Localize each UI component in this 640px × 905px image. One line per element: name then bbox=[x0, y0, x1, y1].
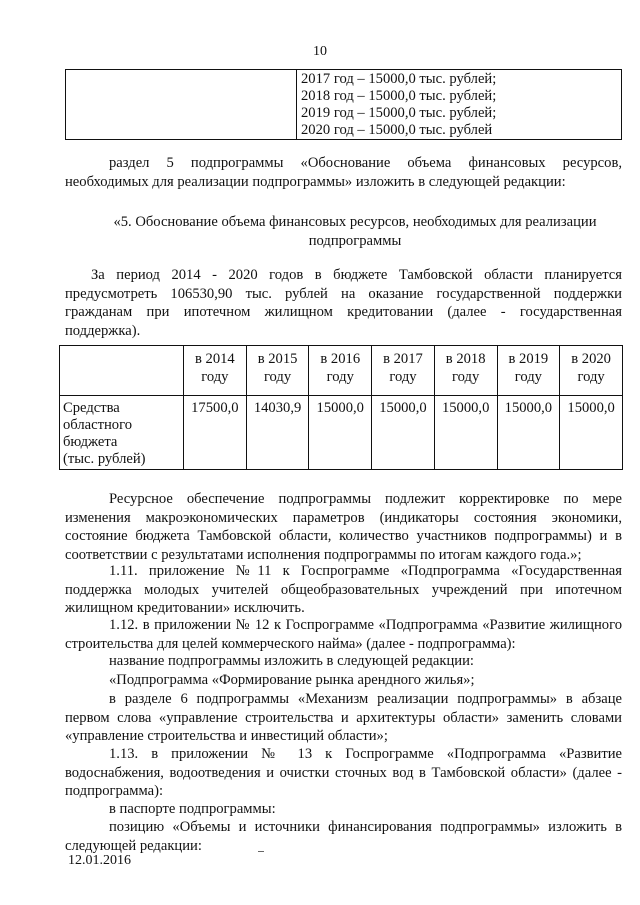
budget-table bbox=[59, 345, 623, 470]
value-cell: 15000,0 bbox=[560, 396, 623, 470]
table-row bbox=[60, 396, 623, 470]
paragraph-1-11: 1.11. приложение №11 к Госпрограмме «Подпрограмма «Государственная поддержка молодых учителей общеобразовательных учреждений при ипотечном жилищном кредитовании» исключить. bbox=[65, 563, 622, 616]
continuation-table bbox=[65, 69, 622, 140]
funding-line-2019: 2019 год – 15000,0 тыс. рублей; bbox=[301, 105, 497, 121]
value-cell: 15000,0 bbox=[372, 396, 435, 470]
year-header-cell: в 2018 году bbox=[434, 346, 497, 396]
value-cell: 15000,0 bbox=[497, 396, 560, 470]
paragraph-rental: «Подпрограмма «Формирование рынка арендного жилья»; bbox=[109, 672, 475, 688]
value-cell: 15000,0 bbox=[434, 396, 497, 470]
paragraph-1-12: 1.12. в приложении № 12 к Госпрограмме «Подпрограмма «Развитие жилищного строительства для целей коммерческого найма» (далее - подпрограмма): bbox=[65, 617, 622, 652]
row-label-cell: Средства областного бюджета (тыс. рублей) bbox=[60, 396, 184, 470]
budget-table-corner-cell bbox=[60, 346, 184, 396]
paragraph-section6: в разделе 6 подпрограммы «Механизм реализации подпрограммы» в абзаце первом слова «управление строительства и архитектуры области» заменить словами «управление строительства и инвестиций области»; bbox=[65, 691, 622, 744]
value-cell: 15000,0 bbox=[309, 396, 372, 470]
year-header-cell: в 2019 году bbox=[497, 346, 560, 396]
value-cell: 14030,9 bbox=[246, 396, 309, 470]
paragraph-name: название подпрограммы изложить в следующей редакции: bbox=[109, 653, 474, 669]
section5-heading: «5. Обоснование объема финансовых ресурсов, необходимых для реализации подпрограммы bbox=[113, 214, 597, 249]
page-number: 10 bbox=[313, 44, 327, 59]
year-header-cell: в 2015 году bbox=[246, 346, 309, 396]
paragraph-resource: Ресурсное обеспечение подпрограммы подлежит корректировке по мере изменения макроэкономических параметров (индикаторы состояния экономики, состояние бюджета Тамбовской области, количество участников подпрограммы) и в соответствии с результатами исполнения подпрограммы по итогам каждого года.»; bbox=[65, 491, 622, 563]
year-header-cell: в 2014 году bbox=[184, 346, 247, 396]
continuation-table-right-cell bbox=[297, 70, 622, 140]
year-header-cell: в 2017 году bbox=[372, 346, 435, 396]
year-header-cell: в 2020 году bbox=[560, 346, 623, 396]
funding-line-2018: 2018 год – 15000,0 тыс. рублей; bbox=[301, 88, 497, 104]
funding-line-2020: 2020 год – 15000,0 тыс. рублей bbox=[301, 122, 493, 138]
paragraph-section5: раздел 5 подпрограммы «Обоснование объема финансовых ресурсов, необходимых для реализации подпрограммы» изложить в следующей редакции: bbox=[65, 155, 622, 190]
footer-date: 12.01.2016 bbox=[68, 853, 131, 868]
paragraph-position: позицию «Объемы и источники финансирования подпрограммы» изложить в следующей редакции: bbox=[65, 819, 622, 854]
scan-mark bbox=[258, 851, 264, 852]
paragraph-passport: в паспорте подпрограммы: bbox=[109, 801, 276, 817]
year-header-cell: в 2016 году bbox=[309, 346, 372, 396]
funding-line-2017: 2017 год – 15000,0 тыс. рублей; bbox=[301, 71, 497, 87]
value-cell: 17500,0 bbox=[184, 396, 247, 470]
continuation-table-left-cell bbox=[66, 70, 297, 140]
paragraph-period: За период 2014 - 2020 годов в бюджете Тамбовской области планируется предусмотреть 106530,90 тыс. рублей на оказание государственной поддержки гражданам при ипотечном жилищном кредитовании (далее - государственная поддержка). bbox=[65, 267, 622, 339]
paragraph-1-13: 1.13. в приложении № 13 к Госпрограмме «Подпрограмма «Развитие водоснабжения, водоотведения и очистки сточных вод в Тамбовской области» (далее - подпрограмма): bbox=[65, 746, 622, 799]
